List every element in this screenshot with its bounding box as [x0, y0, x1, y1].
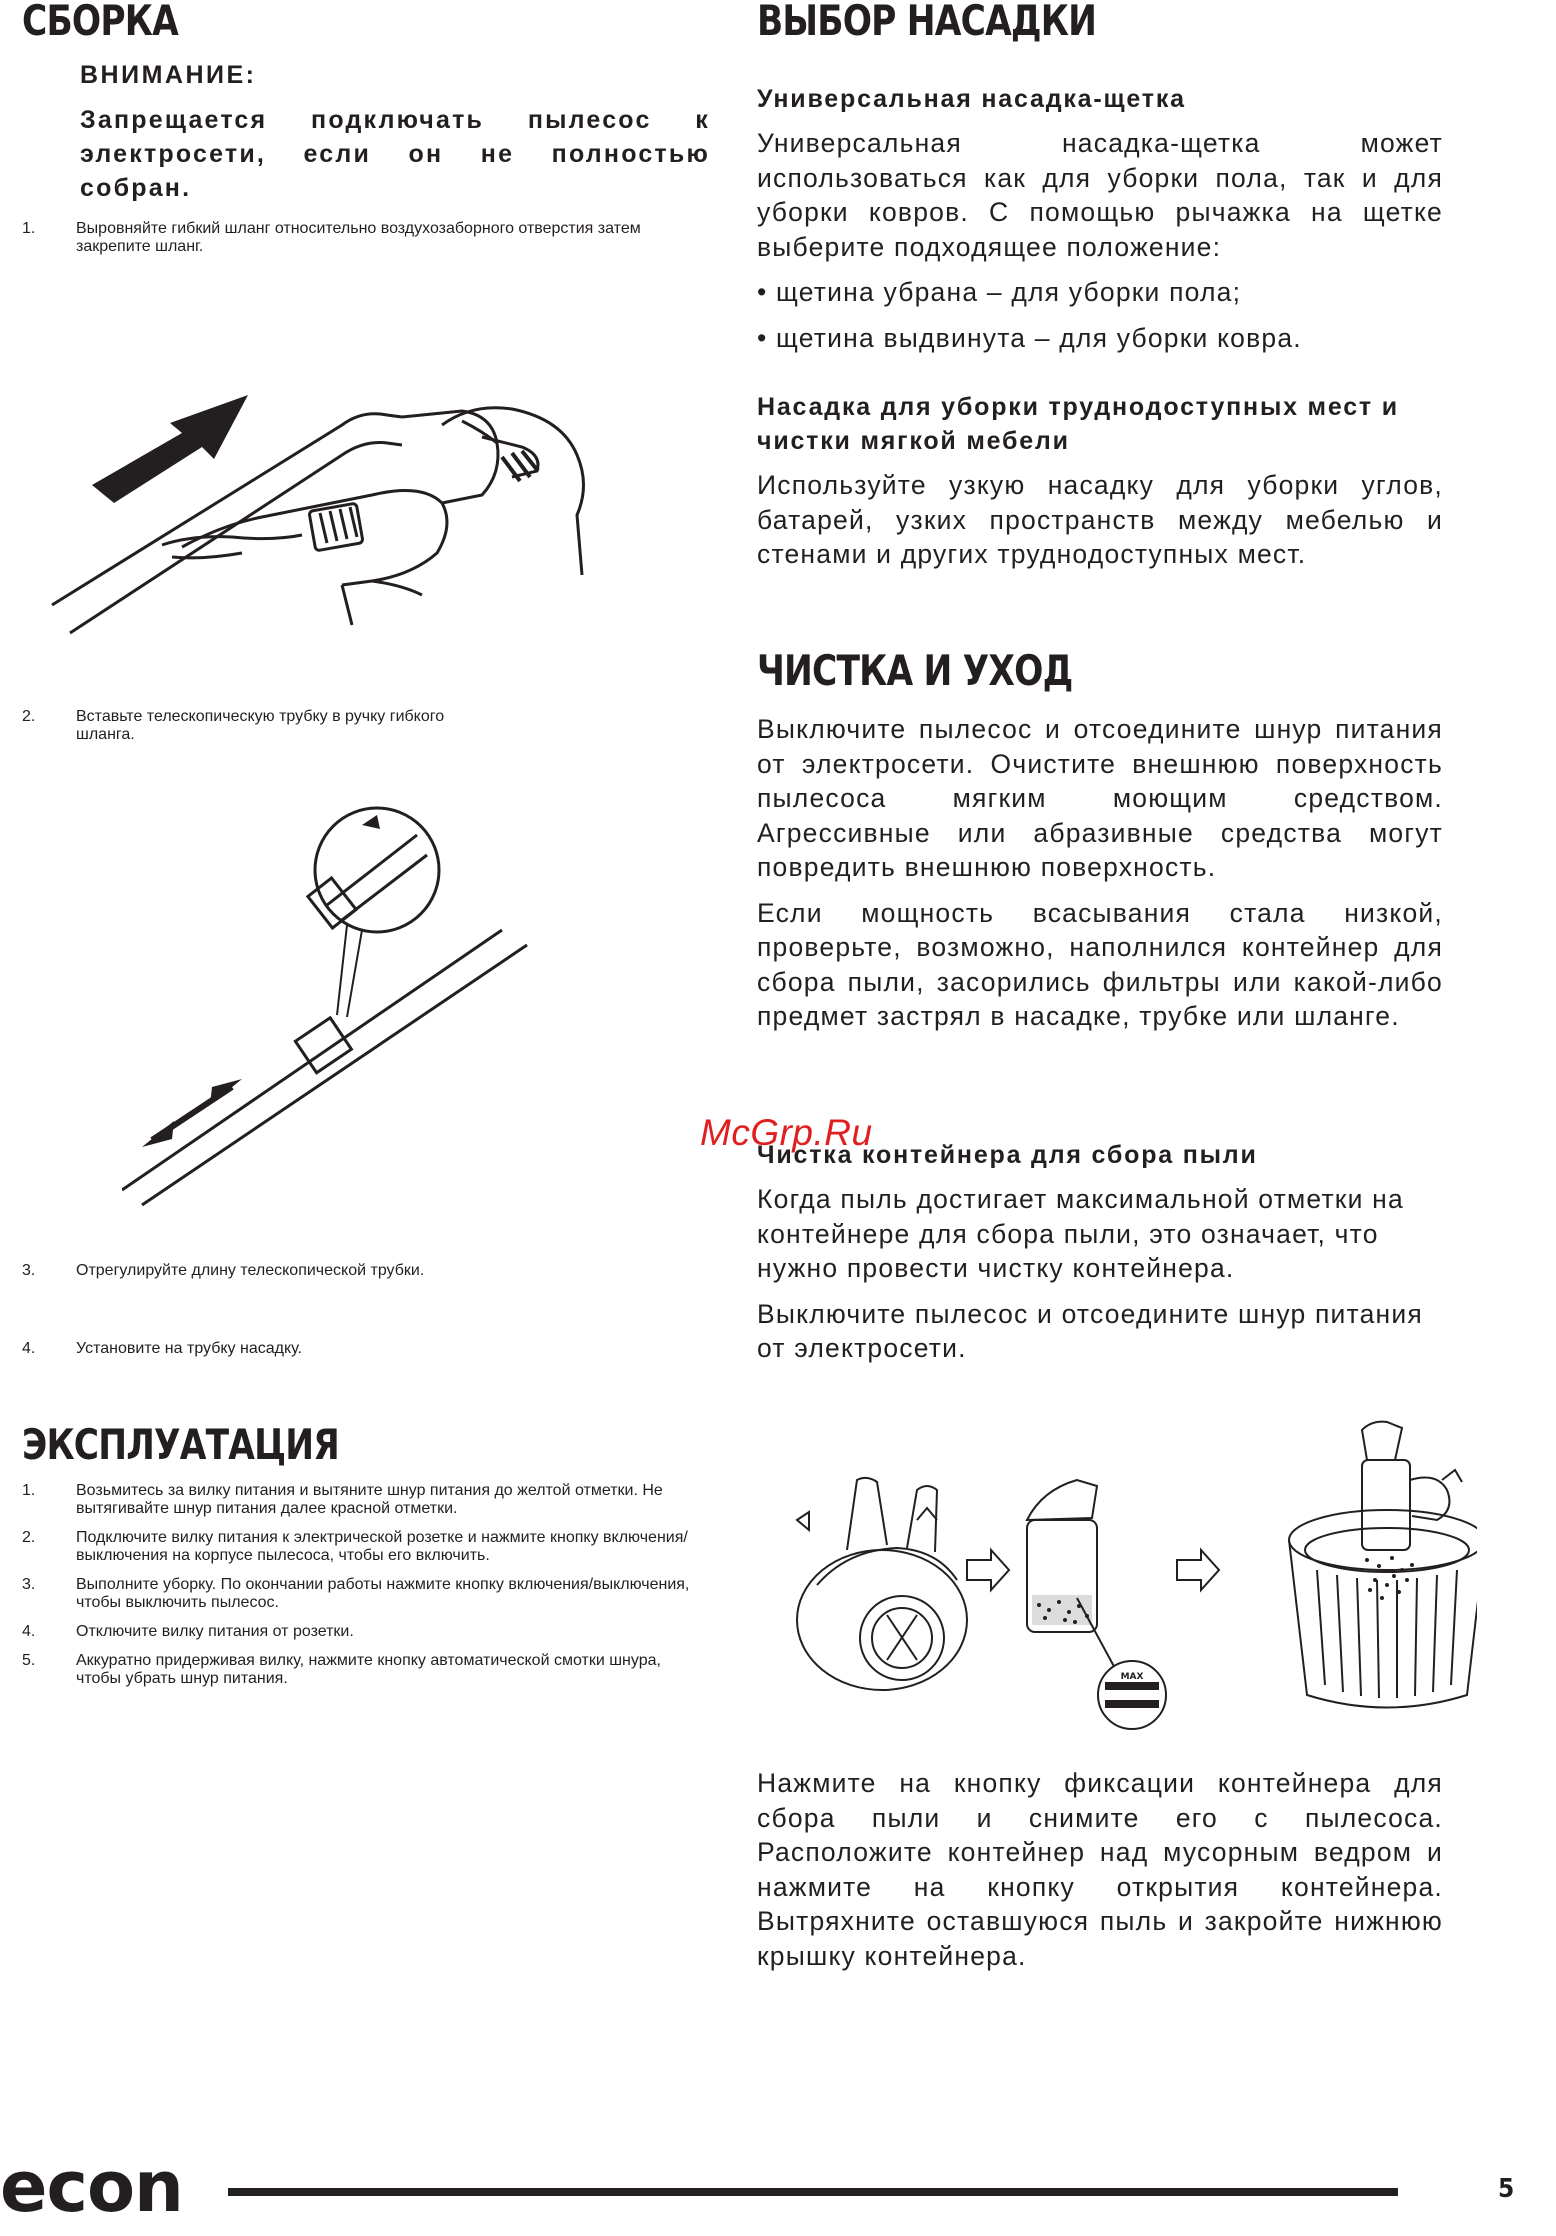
- footer-divider: [228, 2188, 1398, 2196]
- operation-step-2: [22, 1529, 702, 1565]
- attention-text: Запрещается подключать пылесос к электросети, если он не полностью собран.: [80, 106, 710, 202]
- container-text-1: Когда пыль достигает максимальной отметки на контейнере для сбора пыли, это означает, что нужно провести чистку контейнера.: [757, 1184, 1404, 1283]
- left-arrow-icon: [142, 1121, 174, 1147]
- container-cleaning-section: [757, 1138, 1443, 1366]
- step-arrow-icon: [1177, 1550, 1219, 1590]
- container-emptying-illustration: [787, 1420, 1477, 1730]
- cleaning-text-1: Выключите пылесос и отсоедините шнур питания от электросети. Очистите внешнюю поверхность пылесоса мягким моющим средством. Агрессивные или абразивные средства могут повредить внешнюю поверхность.: [757, 714, 1443, 882]
- brand-logo: econ: [0, 2146, 183, 2228]
- assembly-step-2: [22, 708, 702, 744]
- step-number: 2.: [22, 708, 36, 725]
- universal-nozzle-text: Универсальная насадка-щетка может использоваться как для уборки пола, так и для уборки ковров. С помощью рычажка на щетке выберите подходящее положение:: [757, 128, 1443, 262]
- bullet-floor: • щетина убрана – для уборки пола;: [757, 277, 1242, 307]
- container-instructions: [757, 1766, 1443, 1973]
- universal-nozzle-title: Универсальная насадка-щетка: [757, 85, 1186, 113]
- step-text: Аккуратно придерживая вилку, нажмите кнопку автоматической смотки шнура, чтобы убрать шнур питания.: [76, 1652, 661, 1687]
- step-text: Отрегулируйте длину телескопической трубки.: [76, 1262, 425, 1279]
- container-cleaning-title: Чистка контейнера для сбора пыли: [757, 1141, 1258, 1169]
- operation-step-1: [22, 1482, 702, 1518]
- operation-step-4: [22, 1623, 702, 1641]
- right-arrow-icon: [210, 1079, 242, 1105]
- operation-step-3: [22, 1576, 702, 1612]
- operation-steps: [22, 1482, 702, 1688]
- step-text: Вставьте телескопическую трубку в ручку гибкого шланга.: [76, 708, 445, 743]
- step-number: 1.: [22, 1482, 36, 1499]
- crevice-nozzle-title: Насадка для уборки труднодоступных мест и чистки мягкой мебели: [757, 393, 1399, 455]
- telescopic-tube-illustration: [122, 795, 552, 1215]
- step-text: Выполните уборку. По окончании работы нажмите кнопку включения/выключения, чтобы выключить пылесос.: [76, 1576, 690, 1611]
- step-text: Выровняйте гибкий шланг относительно воздухозаборного отверстия затем закрепите шланг.: [76, 220, 641, 255]
- crevice-nozzle-text: Используйте узкую насадку для уборки углов, батарей, узких пространств между мебелью и стенами и других труднодоступных мест.: [757, 470, 1443, 569]
- step-arrow-icon: [967, 1550, 1009, 1590]
- max-mark-label: MAX: [1120, 1672, 1144, 1682]
- nozzle-heading: ВЫБОР НАСАДКИ: [757, 0, 1097, 45]
- universal-nozzle-section: [757, 82, 1443, 355]
- step-number: 2.: [22, 1529, 36, 1546]
- step-text: Возьмитесь за вилку питания и вытяните шнур питания до желтой отметки. Не вытягивайте шнур питания далее красной отметки.: [76, 1482, 663, 1517]
- bullet-carpet: • щетина выдвинута – для уборки ковра.: [757, 322, 1302, 353]
- assembly-step-1: [22, 220, 702, 256]
- assembly-step-3: [22, 1262, 702, 1280]
- cleaning-heading: ЧИСТКА И УХОД: [757, 646, 1073, 695]
- hose-attach-illustration: [42, 385, 602, 655]
- step-number: 4.: [22, 1623, 36, 1640]
- cleaning-section: [757, 712, 1443, 1034]
- step-text: Отключите вилку питания от розетки.: [76, 1623, 354, 1640]
- step-text: Установите на трубку насадку.: [76, 1340, 302, 1357]
- step-number: 4.: [22, 1340, 36, 1357]
- direction-arrow-icon: [92, 395, 248, 503]
- step-number: 3.: [22, 1262, 36, 1279]
- crevice-nozzle-section: [757, 390, 1443, 572]
- container-text-2: Выключите пылесос и отсоедините шнур питания от электросети.: [757, 1298, 1423, 1363]
- step-number: 5.: [22, 1652, 36, 1669]
- attention-title: ВНИМАНИЕ:: [80, 61, 257, 89]
- container-text-3: Нажмите на кнопку фиксации контейнера для сбора пыли и снимите его с пылесоса. Расположите контейнер над мусорным ведром и нажмите на кнопку открытия контейнера. Вытряхните оставшуюся пыль и закройте нижнюю крышку контейнера.: [757, 1768, 1443, 1971]
- operation-heading: ЭКСПЛУАТАЦИЯ: [22, 1420, 339, 1469]
- assembly-heading: СБОРКА: [22, 0, 178, 45]
- operation-step-5: [22, 1652, 702, 1688]
- assembly-step-4: [22, 1340, 702, 1358]
- step-text: Подключите вилку питания к электрической розетке и нажмите кнопку включения/выключения на корпусе пылесоса, чтобы его включить.: [76, 1529, 688, 1564]
- watermark: McGrp.Ru: [700, 1112, 873, 1153]
- cleaning-text-2: Если мощность всасывания стала низкой, проверьте, возможно, наполнился контейнер для сбора пыли, засорились фильтры или какой-либо предмет застрял в насадке, трубке или шланге.: [757, 897, 1443, 1031]
- page-number: 5: [1498, 2174, 1515, 2204]
- step-number: 3.: [22, 1576, 36, 1593]
- attention-block: [80, 58, 710, 205]
- step-number: 1.: [22, 220, 36, 237]
